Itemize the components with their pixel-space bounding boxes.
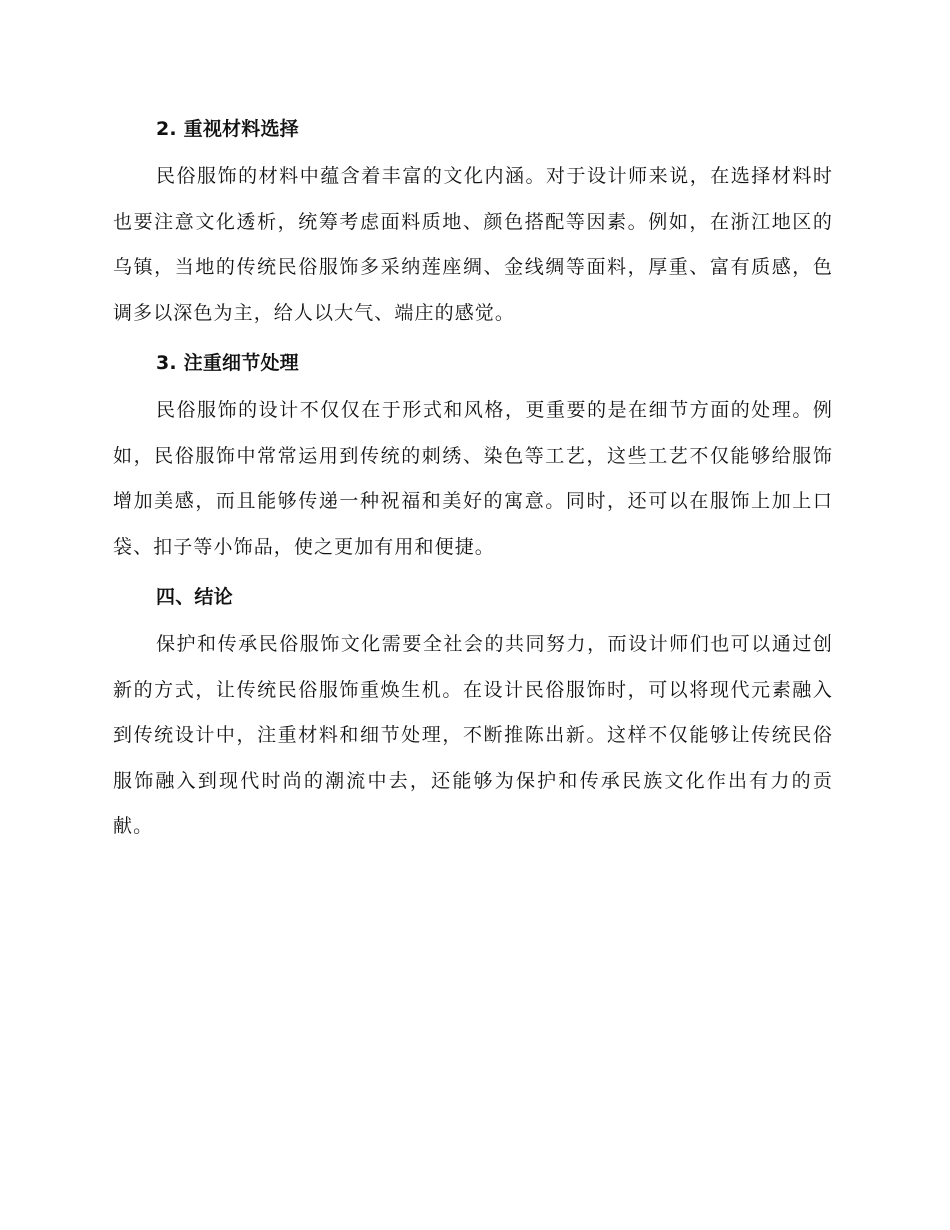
document-body (113, 106, 833, 850)
section-heading-conclusion: 四、结论 (156, 586, 233, 608)
paragraph-detail-handling: 民俗服饰的设计不仅仅在于形式和风格，更重要的是在细节方面的处理。例如，民俗服饰中常常运用到传统的刺绣、染色等工艺，这些工艺不仅能够给服饰增加美感，而且能够传递一种祝福和美好的寓意。同时，还可以在服饰上加上口袋、扣子等小饰品，使之更加有用和便捷。 (113, 399, 833, 558)
section-heading-material-selection: 2. 重视材料选择 (156, 118, 299, 140)
paragraph-material-selection: 民俗服饰的材料中蕴含着丰富的文化内涵。对于设计师来说，在选择材料时也要注意文化透析，统筹考虑面料质地、颜色搭配等因素。例如，在浙江地区的乌镇，当地的传统民俗服饰多采纳莲座绸、金线绸等面料，厚重、富有质感，色调多以深色为主，给人以大气、端庄的感觉。 (113, 165, 833, 324)
section-heading-detail-handling: 3. 注重细节处理 (156, 352, 299, 374)
paragraph-conclusion: 保护和传承民俗服饰文化需要全社会的共同努力，而设计师们也可以通过创新的方式，让传统民俗服饰重焕生机。在设计民俗服饰时，可以将现代元素融入到传统设计中，注重材料和细节处理，不断推陈出新。这样不仅能够让传统民俗服饰融入到现代时尚的潮流中去，还能够为保护和传承民族文化作出有力的贡献。 (113, 633, 833, 837)
